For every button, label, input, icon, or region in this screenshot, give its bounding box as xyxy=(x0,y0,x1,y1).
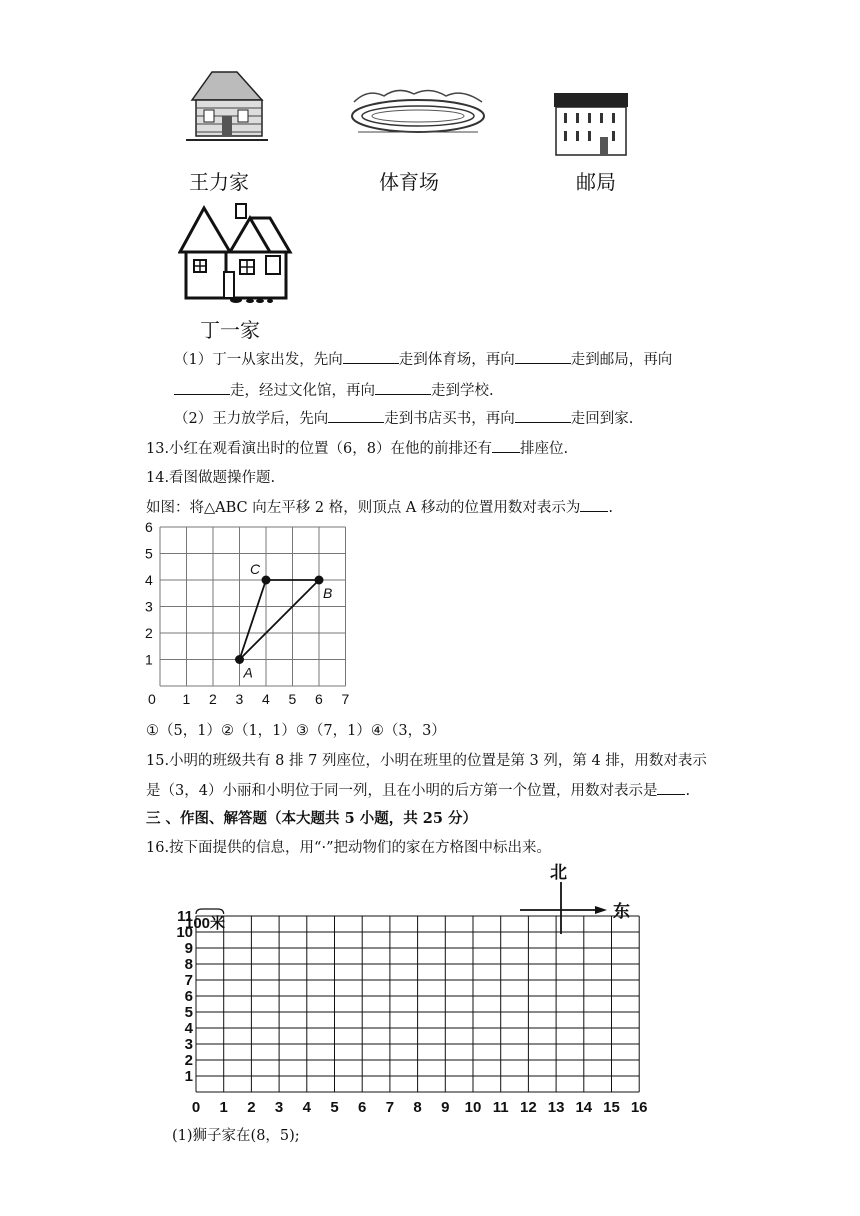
stadium-caption: 体育场 xyxy=(379,170,439,194)
vertex-point-b xyxy=(315,576,324,585)
y-tick-label: 3 xyxy=(145,598,153,615)
x-tick-label: 2 xyxy=(209,691,217,707)
x-tick-label: 9 xyxy=(441,1099,450,1116)
x-tick-label: 3 xyxy=(235,691,244,707)
q14-prompt: 如图：将△ABC 向左平移 2 格，则顶点 A 移动的位置用数对表示为 . xyxy=(146,497,613,518)
y-tick-label: 6 xyxy=(184,988,193,1005)
ding-home-caption: 丁一家 xyxy=(200,318,260,342)
answer-blank[interactable] xyxy=(580,497,608,512)
x-tick-label: 0 xyxy=(191,1099,201,1116)
x-tick-label: 4 xyxy=(302,1099,311,1116)
east-arrow-icon xyxy=(595,906,607,914)
x-tick-label: 14 xyxy=(575,1099,593,1116)
y-tick-label: 10 xyxy=(176,924,193,941)
post-office-picture xyxy=(552,93,630,157)
animal-home-grid xyxy=(155,860,660,1122)
y-tick-label: 8 xyxy=(184,956,193,973)
y-tick-label: 4 xyxy=(145,572,153,588)
x-tick-label: 16 xyxy=(630,1099,648,1116)
y-tick-label: 11 xyxy=(177,908,193,925)
x-tick-label: 11 xyxy=(492,1099,509,1116)
y-tick-label: 2 xyxy=(145,625,153,641)
answer-blank[interactable] xyxy=(328,408,384,423)
x-tick-label: 1 xyxy=(182,691,191,707)
vertex-point-a xyxy=(235,655,244,664)
section-three-heading: 三 、作图、解答题（本大题共 5 小题，共 25 分） xyxy=(146,810,478,827)
x-tick-label: 4 xyxy=(262,691,270,707)
x-tick-label: 1 xyxy=(219,1099,228,1116)
q12-part1-line1: （1）丁一从家出发，先向 走到体育场，再向 走到邮局，再向 xyxy=(174,349,672,370)
y-tick-label: 5 xyxy=(145,545,153,562)
triangle-coordinate-grid xyxy=(140,522,355,712)
vertex-point-c xyxy=(262,576,271,585)
q14-options: ①（5，1）②（1，1）③（7，1）④（3，3） xyxy=(146,723,446,739)
answer-blank[interactable] xyxy=(375,380,431,395)
q12-part2: （2）王力放学后，先向 走到书店买书，再向 走回到家. xyxy=(174,408,633,429)
y-tick-label: 6 xyxy=(145,522,153,535)
answer-blank[interactable] xyxy=(515,408,571,423)
x-tick-label: 13 xyxy=(547,1099,565,1116)
x-tick-label: 15 xyxy=(603,1099,620,1116)
x-tick-label: 8 xyxy=(413,1099,422,1116)
triangle-side xyxy=(240,580,267,660)
triangle-side xyxy=(240,580,320,660)
y-tick-label: 1 xyxy=(184,1068,193,1085)
y-tick-label: 2 xyxy=(184,1052,193,1069)
x-tick-label: 2 xyxy=(247,1099,256,1116)
scale-label: 100米 xyxy=(185,915,226,932)
x-tick-label: 3 xyxy=(274,1099,284,1116)
y-tick-label: 5 xyxy=(184,1004,193,1021)
answer-blank[interactable] xyxy=(174,380,230,395)
answer-blank[interactable] xyxy=(492,438,520,453)
y-tick-label: 3 xyxy=(184,1036,193,1053)
y-tick-label: 4 xyxy=(184,1020,193,1037)
y-tick-label: 1 xyxy=(145,651,153,668)
x-tick-label: 12 xyxy=(520,1099,537,1116)
q16-title: 16.按下面提供的信息，用“·”把动物们的家在方格图中标出来。 xyxy=(146,840,551,856)
x-tick-label: 0 xyxy=(148,691,156,707)
y-tick-label: 7 xyxy=(184,972,193,989)
x-tick-label: 7 xyxy=(341,691,350,707)
x-tick-label: 6 xyxy=(358,1099,367,1116)
x-tick-label: 5 xyxy=(330,1099,339,1116)
vertex-label-c: C xyxy=(250,561,261,577)
post-office-caption: 邮局 xyxy=(576,170,616,194)
q14-title: 14.看图做题操作题. xyxy=(146,470,276,486)
x-tick-label: 6 xyxy=(315,691,323,707)
answer-blank[interactable] xyxy=(657,780,685,795)
q12-part1-line2: 走，经过文化馆，再向 走到学校. xyxy=(174,380,494,401)
x-tick-label: 10 xyxy=(464,1099,482,1116)
wang-home-picture xyxy=(182,68,272,148)
q16-item1: (1)狮子家在(8，5); xyxy=(172,1128,300,1144)
compass-north-label: 北 xyxy=(550,863,567,882)
x-tick-label: 7 xyxy=(385,1099,395,1116)
q15-line2: 是（3，4）小丽和小明位于同一列，且在小明的后方第一个位置，用数对表示是 . xyxy=(146,780,690,801)
vertex-label-b: B xyxy=(323,585,333,601)
compass-east-label: 东 xyxy=(613,902,630,921)
ding-home-picture xyxy=(178,200,293,306)
vertex-label-a: A xyxy=(243,664,253,681)
scale-brace xyxy=(196,909,224,914)
wang-home-caption: 王力家 xyxy=(189,170,249,194)
q13: 13.小红在观看演出时的位置（6，8）在他的前排还有 排座位. xyxy=(146,438,568,459)
answer-blank[interactable] xyxy=(343,349,399,364)
x-tick-label: 5 xyxy=(288,691,297,707)
y-tick-label: 9 xyxy=(184,940,193,957)
stadium-picture xyxy=(348,84,488,140)
answer-blank[interactable] xyxy=(515,349,571,364)
q15-line1: 15.小明的班级共有 8 排 7 列座位，小明在班里的位置是第 3 列，第 4 排，用数对表示 xyxy=(146,753,707,769)
